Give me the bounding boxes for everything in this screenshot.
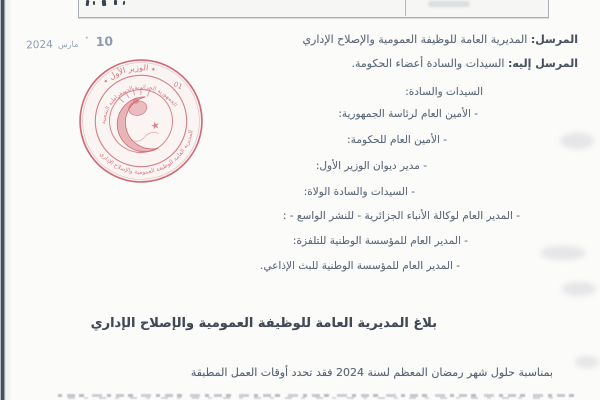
recipient-line (351, 57, 578, 70)
date-stamp-year: 2024 (25, 38, 54, 52)
header-handwriting-mark (93, 1, 95, 5)
date-stamp (26, 30, 114, 52)
distribution-item: - السيدات والسادة الولاة: (303, 186, 415, 198)
body-paragraph-first-line: بمناسبة حلول شهر رمضان المعظم لسنة 2024 فقد تحدد أوقات العمل المطبقة (190, 366, 553, 379)
distribution-item: - مدير ديوان الوزير الأول: (315, 160, 427, 172)
date-stamp-month: مارس (57, 39, 79, 50)
star-icon: ★ (149, 119, 162, 133)
recipient-value: السيدات والسادة أعضاء الحكومة. (351, 57, 505, 70)
distribution-item: - المدير العام لوكالة الأنباء الجزائرية - للنشر الواسع - : (282, 210, 520, 222)
distribution-item: - الأمين العام للحكومة: (347, 134, 447, 146)
scan-smudge (575, 356, 599, 368)
memo-title: بلاغ المديرية العامة للوظيفة العمومية والإصلاح الإداري (90, 316, 437, 331)
salutation-line: السيدات والسادة: (405, 86, 483, 98)
header-faint-smudge (428, 1, 470, 7)
seal-inner-ring-text: الجمهورية الجزائرية الديمقراطية الشعبية (101, 84, 178, 125)
date-stamp-mark: ٭ (85, 34, 89, 42)
sender-line (302, 33, 578, 46)
seal-bottom-text: المديرية العامة للوظيفة العمومية والإصلاح الإداري (98, 129, 195, 176)
official-seal-stamp (76, 56, 206, 186)
distribution-item: - المدير العام للمؤسسة الوطنية للبث الإذاعي. (260, 260, 460, 272)
truncated-body-line (58, 392, 575, 400)
header-handwriting-mark (114, 0, 117, 5)
header-reference-box (78, 0, 549, 18)
distribution-item: - الأمين العام لرئاسة الجمهورية: (338, 108, 478, 120)
truncated-letter-tops (68, 397, 559, 399)
seal-code-number: 01 (172, 79, 185, 92)
scan-smudge (562, 282, 596, 296)
scan-smudge (560, 133, 594, 149)
header-box-divider (405, 0, 406, 16)
distribution-item: - المدير العام للمؤسسة الوطنية للتلفزة: (292, 235, 468, 247)
sender-value: المديرية العامة للوظيفة العمومية والإصلاح الإداري (302, 33, 528, 46)
recipient-label: المرسل إليه: (507, 57, 578, 70)
seal-top-text: ٭ الوزير الأول ٭ (100, 62, 157, 86)
scan-left-shadow (5, 0, 12, 400)
header-handwriting-mark (102, 0, 107, 6)
scan-smudge (540, 246, 586, 260)
date-stamp-day: 10 (95, 33, 114, 50)
sender-label: المرسل: (530, 33, 578, 46)
